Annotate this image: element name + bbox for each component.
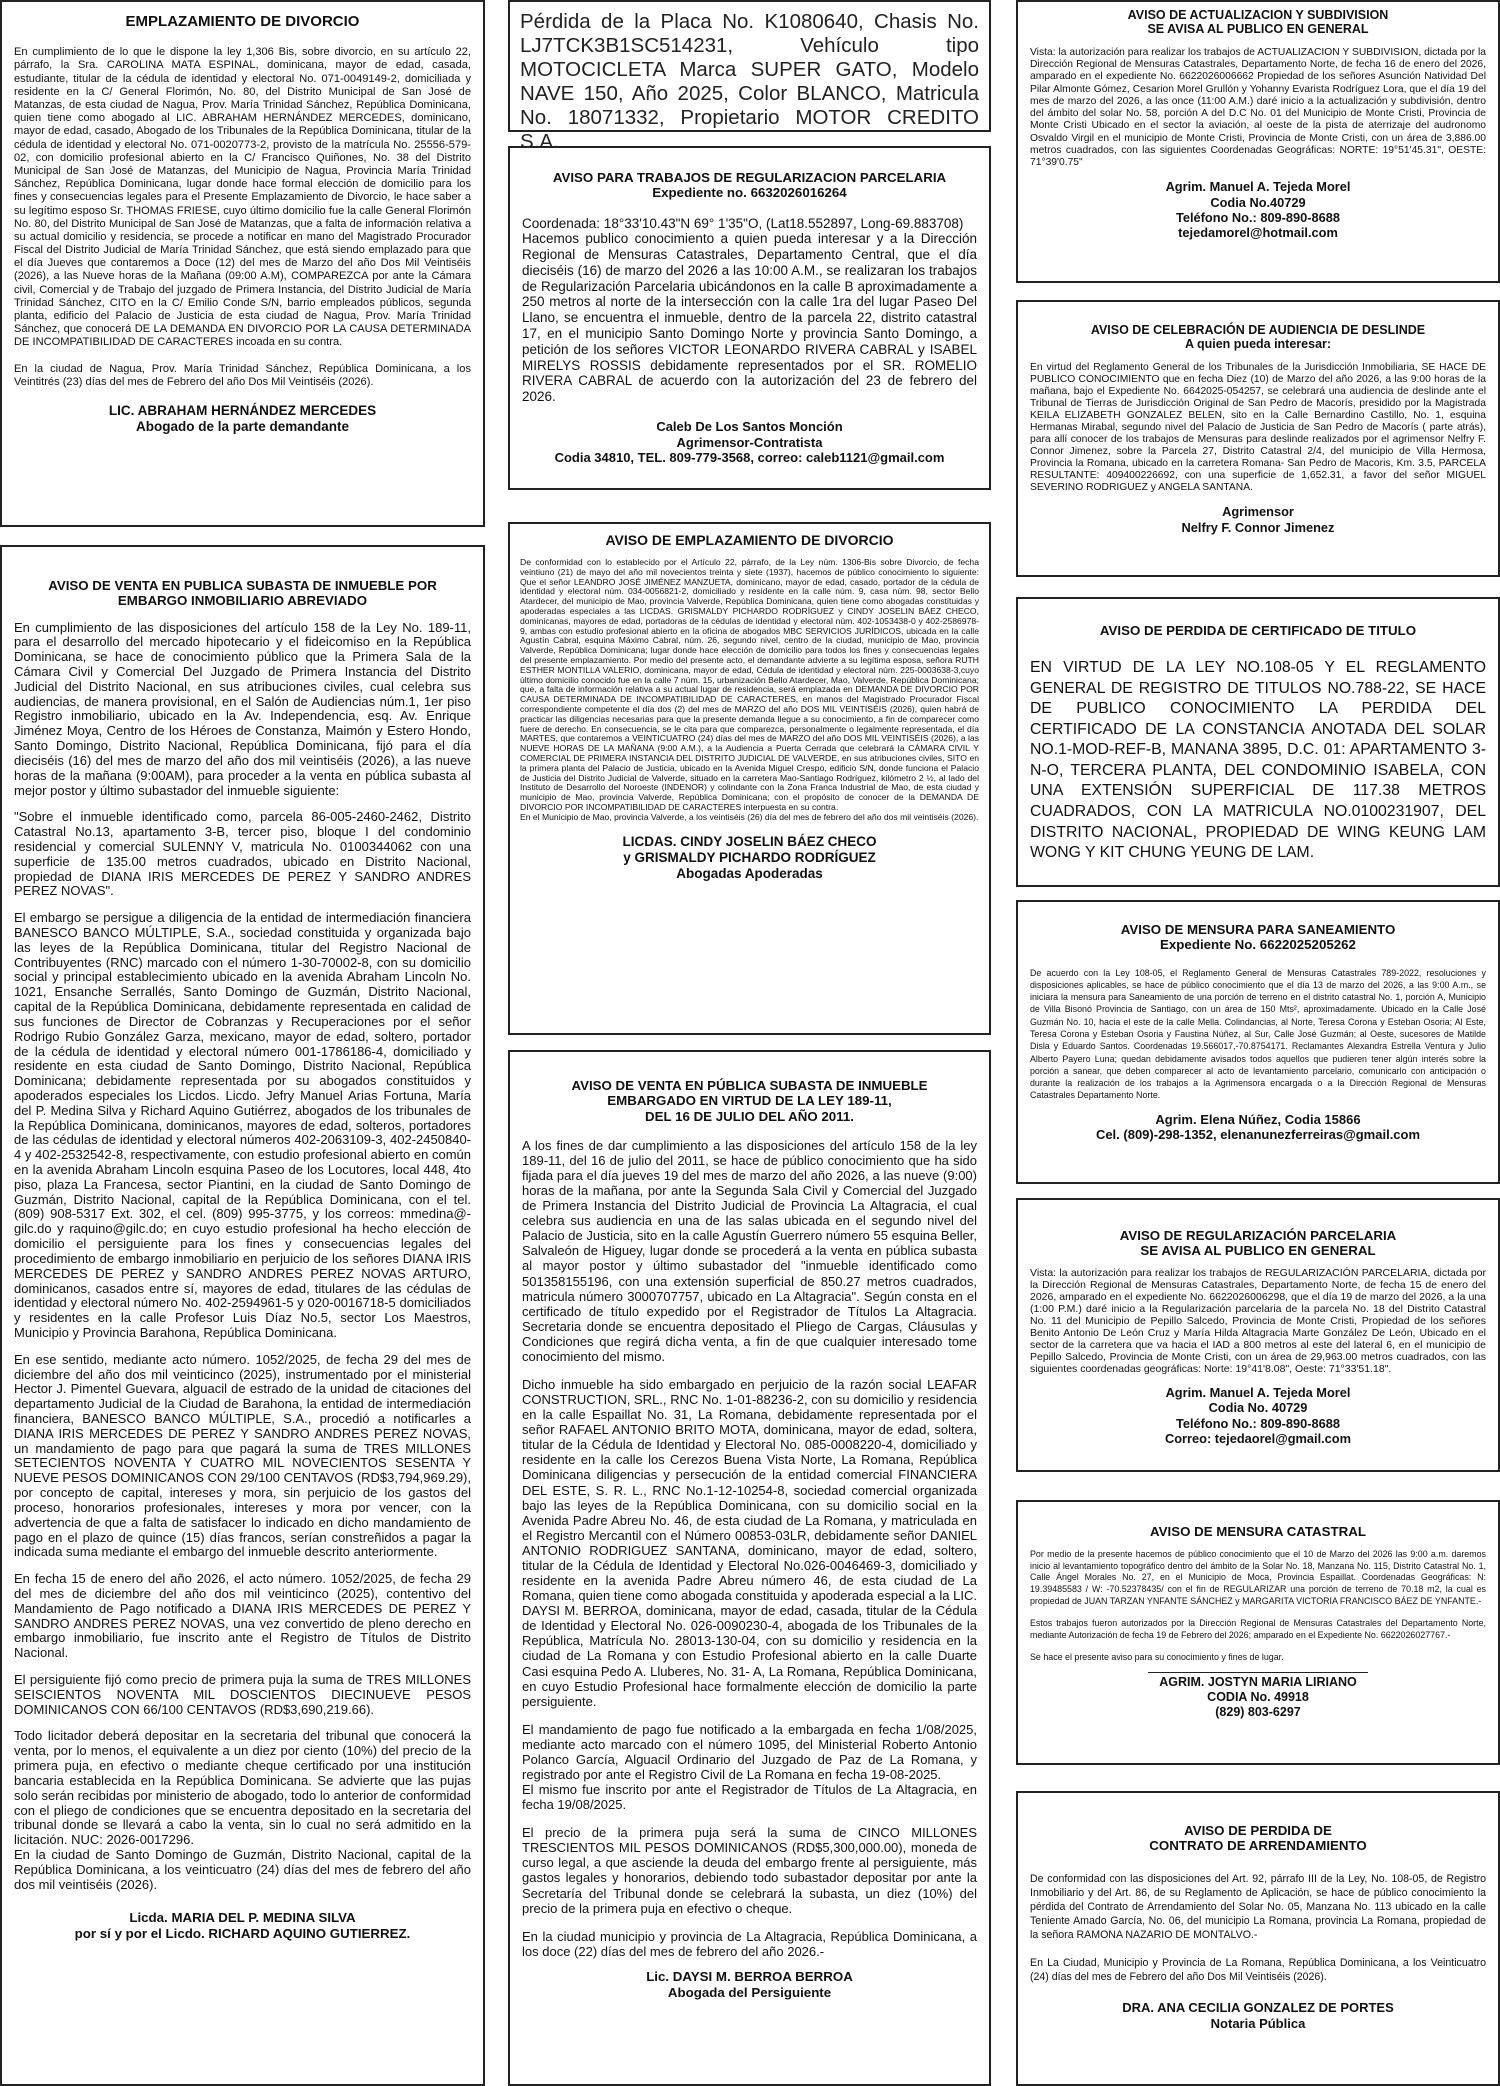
notice-signature: Agrim. Elena Núñez, Codia 15866 Cel. (809)-298-1352, elenanunezferreiras@gmail.com (1095, 1111, 1421, 1143)
notice-parcel-regularization-santo-domingo (508, 146, 991, 490)
notice-paragraph: A los fines de dar cumplimiento a las disposiciones del artículo 158 de la ley 189-11, del 16 de julio del 2011, se hace de público conocimiento que ha sido fijada para el día jueves 19 del mes de marzo del año 2026, a las nueve (9:00) horas de la mañana, por ante la Segunda Sala Civil y Comercial del Juzgado de Primera Instancia del Distrito Judicial de Provincia La Altagracia, el cual celebra sus audiencia en una de las salas ubicada en el segundo nivel del Palacio de Justicia, sito en la calle Agustín Guerrero número 55 esquina Beller, Salvaleón de Higuey, lugar donde se procederá a la venta en pública subasta al mayor postor y último subastador del "inmueble identificado como 501358155196, con una extensión superficial de 850.27 metros cuadrados, matricula número 3000707757, ubicado en La Altagracia". Según consta en el certificado de título expedido por el Registrador de Títulos La Altagracia. Secretaria donde se encuentra depositado el Pliego de Cargas, Cláusulas y Condiciones que regirá dicha venta, a fin de que cualquier interesado tome conocimiento del mismo. (522, 1137, 977, 1364)
notice-survey-remediation (1016, 900, 1500, 1184)
notice-title: AVISO DE MENSURA CATASTRAL (1150, 1524, 1366, 1539)
notice-closing: En La Ciudad, Municipio y Provincia de La Romana, República Dominicana, a los Veinticuatro (24) días del mes de Febrero del año Dos Mil Veintiséis (2026). (1030, 1956, 1486, 1984)
notice-body: Se hace el presente aviso para su conocimiento y fines de lugar. (1030, 1652, 1284, 1663)
notice-body: EN VIRTUD DE LA LEY NO.108-05 Y EL REGLAMENTO GENERAL DE REGISTRO DE TITULOS NO.788-22, SE HACE DE PUBLICO CONOCIMIENTO LA PERDIDA DEL CERTIFICADO DE LA CONSTANCIA ANOTADA DEL SOLAR NO.1-MOD-REF-B, MANANA 3895, D.C. 01: APARTAMENTO 3-N-O, TERCERA PLANTA, DEL CONDOMINIO ISABELA, CON UNA EXTENSIÓN SUPERFICIAL DE 117.38 METROS CUADRADOS, CON LA MATRICULA NO.0100231907, DEL DISTRITO NACIONAL, PROPIEDAD DE WING KEUNG LAM WONG Y KIT CHUNG YEUNG DE LAM. (1030, 659, 1486, 862)
notice-signature: Caleb De Los Santos Monción Agrimensor-Contratista Codia 34810, TEL. 809-779-3568, correo: caleb1121@gmail.com (554, 418, 945, 466)
notice-closing: En la ciudad de Nagua, Prov. María Trinidad Sánchez, República Dominicana, a los Veintitrés (23) días del mes de Febrero del año Dos Mil Veintiséis (2026). (14, 362, 471, 388)
notice-update-subdivision (1016, 0, 1500, 283)
notice-divorce-summons-nagua (0, 0, 485, 527)
notice-lost-plate (508, 0, 991, 153)
notice-body: Vista: la autorización para realizar los trabajos de ACTUALIZACION Y SUBDIVISION, dictada por la Dirección Regional de Mensuras Catastrales, Departamento Norte, de fecha 16 de enero del 2026, amparado en el expediente No. 6622026006662 Propiedad de los señores Asunción Natividad Del Pilar Almonte Gómez, Cesarion Morel Grullón y Yohanny Evarista Rodríguez Lora, que el día 19 del mes de marzo del 2026, a las once (11:00 A.M.) daré inicio a la actualización y subdivisión, dentro del ámbito del solar No. 58, porción A del D.C No. 01 del Municipio de Monte Cristi, Provincia de Monte Cristi Ubicado en el sector la aviación, al oeste de la pista de aterrizaje del audronomo Osvaldo Virgil en el municipio de Monte Cristi, Provincia de Monte Cristi, con un área de 3,886.00 metros cuadrados, con las siguientes Coordenadas Geográficas: NORTE: 19°51'45.31", OESTE: 71°39'0.75" (1030, 46, 1486, 168)
notice-paragraph: El precio de la primera puja será la suma de CINCO MILLONES TRESCIENTOS MIL PESOS DOMINICANOS (RD$5,300,000.00), moneda de curso legal, a que asciende la deuda del embargo frente al persiguiente, más gastos legales y honorarios, debiendo todo subastador depositar por ante la Secretaría del Tribunal donde se celebrará la subasta, un diez (10%) del precio de la primera puja en efectivo o cheque. (522, 1825, 977, 1916)
notice-property-description: "Sobre el inmueble identificado como, parcela 86-005-2460-2462, Distrito Catastral No.13, apartamento 3-B, tercer piso, bloque I del condominio residencial y comercial SULENNY V, matricula No. 0100344062 con una superficie de 135.00 metros cuadrados, ubicado en Distrito Nacional, propiedad de DIANA IRIS MERCEDES DE PEREZ Y SANDRO ANDRES PEREZ NOVAS". (14, 809, 471, 899)
notice-paragraph: El embargo se persigue a diligencia de la entidad de intermediación financiera BANESCO BANCO MÚLTIPLE, S.A., sociedad constituida y organizada bajo las leyes de la República Dominicana, titular del Registro Nacional de Contribuyentes (RNC) marcado con el número 1-30-70002-8, con su domicilio social y principal establecimiento ubicado en la avenida Abraham Lincoln No. 1021, Ensanche Serrallés, Santo Domingo de Guzmán, Distrito Nacional, capital de la República Dominicana, debidamente representada en calidad de sus funciones de Director de Cobranzas y Recuperaciones por el señor Rodrigo Rubio González Garza, mexicano, mayor de edad, soltero, portador de la cédula de identidad y electoral número 001-1786186-4, domiciliado y residente en esta ciudad de Santo Domingo, Distrito Nacional, República Dominicana; debidamente representada por su abogados constituidos y apoderados especiales los Licdos. Licdo. Jefry Manuel Arias Fortuna, María del P. Medina Silva y Richard Aquino Gutiérrez, abogados de los tribunales de la República Dominicana, dominicanos, mayores de edad, solteros, portadores de las cédulas de identidad y electoral números 402-2063109-3, 402-2450840-4 y 402-2532542-8, respectivamente, con estudio profesional abierto en común en la avenida Abraham Lincoln esquina Paseo de los Locutores, local 448, 4to piso, plaza La Francesa, sector Piantini, en la ciudad de Santo Domingo de Guzmán, Distrito Nacional, capital de la República Dominicana, con el tel. (809) 908-5317 Ext. 302, el cel. (809) 995-3775, y los correos: mmedina@-gilc.do y raquino@gilc.do; en cuyo estudio profesional ha hecho elección de domicilio el persiguiente para los fines y consecuencias legales del procedimiento de embargo inmobiliario en perjuicio de los señores DIANA IRIS MERCEDES DE PEREZ y SANDRO ANDRES PEREZ NOVAS ARTURO, dominicanos, casados entre sí, mayores de edad, titulares de las cédulas de identidad y electoral número No. 402-2594961-5 y 020-0016718-5 domiciliados y residentes en la calle Profesor Luis Díaz No.5, sector Los Maestros, Municipio y Provincia Barahona, República Dominicana. (14, 910, 471, 1340)
notice-title: AVISO DE CELEBRACIÓN DE AUDIENCIA DE DESLINDE A quien pueda interesar: (1090, 323, 1426, 352)
notice-body: De conformidad con lo establecido por el Artículo 22, párrafo, de la Ley núm. 1306-Bis sobre Divorcio, de fecha veintiuno (21) de mayo del año mil novecientos treinta y siete (1937), hacemos de público conocimiento lo siguiente: Que el señor LEANDRO JOSÉ JIMÉNEZ MANZUETA, dominicano, mayor de edad, casado, portador de la cédula de identidad y electoral núm. 034-0056821-2, domiciliado y residente en la calle núm. 9, casa núm. 98, sector Bello Atardecer, del municipio de Mao, provincia Valverde, República Dominicana, quien tiene como abogadas constituidas y apoderadas especiales a las LICDAS. GRISMALDY PICHARDO RODRÍGUEZ y CINDY JOSELIN BÁEZ CHECO, dominicanas, mayores de edad, portadoras de la cédulas de identidad y electoral núm. 402-1053438-0 y 402-2586978-9, ambas con estudio profesional abierto en la oficina de abogados MBC SERVICIOS JURÍDICOS, ubicada en la calle Agustín Cabral, esquina Máximo Cabral, núm. 26, segundo nivel, centro de la ciudad, municipio de Mao, provincia Valverde, República Dominicana; lugar donde hace elección de domicilio para todos los fines y consecuencias legales del presente emplazamiento. Por medio del presente acto, el demandante advierte a su legítima esposa, señora RUTH ESTHER MONTILLA VALERIO, dominicana, mayor de edad, Cédula de identidad y electoral núm. 225-0003638-3,cuyo último domicilio conocido fue en la calle 7 núm. 15, urbanización Bello Atardecer, Mao, Valverde, República Dominicana; que, a falta de información relativa a su actual lugar de residencia, será emplazada en DEMANDA DE DIVORCIO POR CAUSA DETERMINADA DE INCOMPATIBILIDAD DE CARACTERES, en manos del Magistrado Procurador Fiscal correspondiente competente el día dos (2) del mes de MARZO del año DOS MIL VEINTISÉIS (2026), quien habrá de practicar las diligencias necesarias para que la presente demanda llegue a su conocimiento, a fin de comparecer como fuere de derecho. En consecuencia, se le cita para que comparezca, personalmente o legalmente representada, el día MARTES, que contaremos a VEINTICUATRO (24) días del mes de MARZO del año DOS MIL VEINTISÉIS (2026), a las NUEVE HORAS DE LA MAÑANA (9:00 A.M.), a la Audiencia a Puerta Cerrada que celebrará la CÁMARA CIVIL Y COMERCIAL DE PRIMERA INSTANCIA DEL DISTRITO JUDICIAL DE VALVERDE, en sus atribuciones civiles, SITO en la primera planta del Palacio de Justicia, ubicado en la Avenida Miguel Crespo, edificio S/N, donde funciona el Palacio de Justicia del Distrito Judicial de Valverde, situado en la carretera Mao-Santiago Rodríguez, kilómetro 2 ½, al lado del Instituto de Desarrollo del Noroeste (INDENOR) y colindante con la Zona Franca Industrial de Mao, de esta ciudad y municipio de Mao, provincia Valverde, República Dominicana; con el propósito de conocer de la DEMANDA DE DIVORCIO POR INCOMPATIBILIDAD DE CARACTERES interpuesta en su contra. En el Municipio de Mao, provincia Valverde, a los veintiséis (26) día del mes de febrero del año dos mil veintiséis (2026). (520, 557, 979, 822)
notice-closing: En la ciudad municipio y provincia de La Altagracia, República Dominicana, a los doce (22) días del mes de febrero del año 2026.- (522, 1928, 977, 1959)
notice-parcel-regularization-monte-cristi (1016, 1198, 1500, 1472)
notice-title: AVISO DE VENTA EN PUBLICA SUBASTA DE INMUEBLE POR EMBARGO INMOBILIARIO ABREVIADO (48, 578, 437, 609)
notice-body: Vista: la autorización para realizar los trabajos de REGULARIZACIÓN PARCELARIA, dictada por la Dirección Regional de Mensuras Catastrales, Departamento Norte, de fecha 15 de enero del 2026, amparado en el expediente No. 6622026006298, que el día 19 de marzo del 2026, a la una (1:00 P.M.) daré inicio a la Regularización parcelaria de la parcela No. 18 del Distrito Catastral No. 11 del Municipio de Pepillo Salcedo, Provincia de Monte Cristi, Propiedad de los señores Benito Antonio De León Cruz y María Hilda Altagracia Marte González De León, Ubicado en el sector de la carretera que va hacia el IAD a 800 metros al este del lateral 6, en el municipio de Pepillo Salcedo, Provincia de Monte Cristi, con un área de 29,963.00 metros cuadrados, con las siguientes coordenadas geográficas: Norte: 19°41'8.08", Oeste: 71°33'51.18". (1030, 1266, 1486, 1376)
notice-title: AVISO DE VENTA EN PÚBLICA SUBASTA DE INMUEBLE EMBARGADO EN VIRTUD DE LA LEY 189-11, DEL 16 DE JULIO DEL AÑO 2011. (571, 1078, 928, 1124)
notice-paragraph: En cumplimiento de las disposiciones del artículo 158 de la Ley No. 189-11, para el desarrollo del mercado hipotecario y el fideicomiso en la República Dominicana, se hace de conocimiento público que la Primera Sala de la Cámara Civil y Comercial Del Juzgado de Primera Instancia del Distrito Judicial del Distrito Nacional, en sus atribuciones civiles, cual celebra sus audiencias, de manera provisional, en el Salón de Audiencias núm.1, 1er piso Registro inmobiliario, ubicado en la Av. Independencia, esq. Av. Enrique Jiménez Moya, Centro de los Héroes de Constanza, Maimón y Estero Hondo, Santo Domingo, Distrito Nacional, República Dominicana, fijó para el día dieciséis (16) del mes de marzo del año dos mil veintiséis (2026), a las nueve horas de la mañana (9:00AM), para proceder a la venta en pública subasta al mejor postor y último subastador del inmueble siguiente: (14, 619, 471, 798)
notice-title: AVISO DE ACTUALIZACION Y SUBDIVISION SE AVISA AL PUBLICO EN GENERAL (1127, 8, 1389, 37)
notice-paragraph: En ese sentido, mediante acto número. 1052/2025, de fecha 29 del mes de diciembre del año dos mil veinticinco (2025), instrumentado por el ministerial Hector J. Pimentel Guevara, alguacil de estrado de la unidad de citaciones del departamento Judicial de la Ciudad de Barahona, la entidad de intermediación financiera, BANESCO BANCO MÚLTIPLE, S.A., procedió a notificarles a DIANA IRIS MERCEDES DE PEREZ Y SANDRO ANDRES PEREZ NOVAS, un mandamiento de pago para que pagará la suma de TRES MILLONES SETECIENTOS NOVENTA Y CUATRO MIL NOVECIENTOS SESENTA Y NUEVE PESOS DOMINICANOS CON 29/100 CENTAVOS (RD$3,794,969.29), por concepto de capital, intereses y mora, sin perjuicio de los gastos del proceso, honorarios profesionales, intereses y mora por vencer, con la advertencia de que a falta de satisfacer lo indicado en dicho mandamiento de pago en el plazo de quince (15) días francos, serían constreñidos a pagar la indicada suma mediante el embargo del inmueble descrito anteriormente. (14, 1351, 471, 1560)
notice-paragraph: Dicho inmueble ha sido embargado en perjuicio de la razón social LEAFAR CONSTRUCTION, SRL., RNC No. 1-01-88236-2, con su domicilio y residencia en la calle Espaillat No. 31, La Romana, debidamente representada por el señor RAFAEL ANTONIO BRITO MOTA, dominicana, mayor de edad, soltera, titular de la Cédula de Identidad y Electoral No. 085-0008220-4, domiciliado y residente en la calle los Cerezos Buena Vista Norte, La Romana, República Dominicana diligencias y persecución de la entidad comercial FINANCIERA DEL ESTE, S. R. L., RNC No.1-12-10254-8, sociedad comercial organizada bajo las leyes de la República Dominicana, con su domicilio social en la Avenida Padre Abreu No. 46, de esta ciudad de La Romana, y matriculada en el Registro Mercantil con el Número 00853-03LR, debidamente señor DANIEL ANTONIO RODRIGUEZ SANTANA, dominicano, mayor de edad, soltero, titular de la Cédula de Identidad y Electoral No.026-0046469-3, domiciliado y residente en la avenida Padre Abreu número 46, de esta ciudad de La Romana, quien tiene como abogada constituida y apoderada especial a la LIC. DAYSI M. BERROA, dominicana, mayor de edad, casada, titular de la Cédula de Identidad y Electoral No. 026-0090230-4, abogada de los Tribunales de la República, Matrícula No. 28013-130-04, con su domicilio y residencia en la ciudad de La Romana y con Estudio Profesional abierto en la calle Duarte Casi esquina Pedo A. Lluberes, No. 31- A, La Romana, República Dominicana, en cuyo Estudio Profesional hace formalmente elección de domicilio la parte persiguiente. (522, 1377, 977, 1709)
notice-body: En virtud del Reglamento General de los Tribunales de la Jurisdicción Inmobiliaria, SE HACE DE PUBLICO CONOCIMIENTO que en fecha Diez (10) de Marzo del año 2026, a las 9:00 horas de la mañana, bajo el Expediente No. 6642025-054257, se celebrará una audiencia de deslinde ante el Tribunal de Tierras de Jurisdicción Original de San Pedro de Macorís, presidido por la Magistrada KEILA ELIZABETH GONZALEZ BELEN, sito en la Calle Bernardino Castillo, No. 1, esquina Hermanas Mirabal, segundo nivel del Palacio de Justicia de San Pedro de Macorís ( parte atrás), para allí conocer de los trabajos de Mensuras para deslinde realizados por el agrimensor Nelfry F. Connor Jimenez, sobre la Parcela 27, Distrito Catastral 2/4, del municipio de Villa Hermosa, Provincia la Romana, ubicado en la carretera Romana- San Pedro de Macoris, Km. 3.5, PARCELA RESULTANTE: 409400226692, con una superficie de 1,652.31, a favor del señor MIGUEL SEVERINO RODRIGUEZ y ANGELA SANTANA. (1030, 361, 1486, 494)
notice-signature: Agrimensor Nelfry F. Connor Jimenez (1181, 504, 1335, 535)
notice-public-auction-la-altagracia (508, 1050, 991, 2086)
notice-title: AVISO PARA TRABAJOS DE REGULARIZACION PARCELARIA Expediente no. 6632026016264 (552, 170, 947, 201)
notice-title: AVISO DE REGULARIZACIÓN PARCELARIA SE AVISA AL PUBLICO EN GENERAL (1119, 1228, 1397, 1259)
notice-lost-lease-contract (1016, 1791, 1500, 2086)
notice-coordinates: Coordenada: 18°33'10.43"N 69° 1'35"O, (Lat18.552897, Long-69.883708) (522, 215, 964, 231)
notice-body: Hacemos publico conocimiento a quien pueda interesar y a la Dirección Regional de Mensuras Catastrales, Departamento Central, que el día dieciséis (16) de marzo del 2026 a las 10:00 A.M., se realizaran los trabajos de Regularización Parcelaria ubicándonos en la calle B aproximadamente a 250 metros al norte de la intersección con la calle 1ra del lugar Paseo Del Llano, se encuentra el inmueble, dentro de la parcela 22, distrito catastral 17, en el municipio Santo Domingo Norte y provincia Santo Domingo, a petición de los señores VICTOR LEONARDO RIVERA CABRAL y ISABEL MIRELYS ROSSIS debidamente representados por el SR. ROMELIO RIVERA CABRAL de acuerdo con la autorización del 23 de febrero del 2026. (522, 231, 977, 405)
notice-paragraph: El mandamiento de pago fue notificado a la embargada en fecha 1/08/2025, mediante acto marcado con el número 1095, del Ministerial Roberto Antonio Polanco García, Alguacil Ordinario del Juzgado de Paz de La Romana, y registrado por ante el Registro Civil de La Romana en fecha 19-08-2025. El mismo fue inscrito por ante el Registrador de Títulos de La Altagracia, en fecha 19/08/2025. (522, 1721, 977, 1813)
notice-signature: DRA. ANA CECILIA GONZALEZ DE PORTES Notaria Pública (1122, 2000, 1394, 2031)
notice-boundary-hearing (1016, 300, 1500, 577)
notice-lost-title-certificate (1016, 597, 1500, 887)
signature-line (1148, 1672, 1368, 1673)
notice-body: En cumplimiento de lo que le dispone la ley 1,306 Bis, sobre divorcio, en su artículo 22, párrafo, la Sra. CAROLINA MATA ESPINAL, dominicana, mayor de edad, casada, estudiante, titular de la cédula de identidad y electoral No. 071-0049149-2, domiciliada y residente en la C/ General Florimón, No. 80, del Distrito Municipal de San José de Matanzas, de esta ciudad de Nagua, Prov. María Trinidad Sánchez, República Dominicana, quien tiene como abogado al LIC. ABRAHAM HERNÁNDEZ MERCEDES, dominicano, mayor de edad, casado, Abogado de los Tribunales de la República Dominicana, titular de la cédula de identidad y electoral No. 071-0020773-2, provisto de la matrícula No. 25556-579-02, con domicilio profesional abierto en la C/ Francisco Quiñones, No. 38 del Distrito Municipal de San José de Matanzas, del Municipio de Nagua, Provincia María Trinidad Sánchez, República Dominicana, lugar donde hace formal elección de domicilio para los fines y consecuencias legales para el Presente Emplazamiento de Divorcio, le hace saber a su legítimo esposo Sr. THOMAS FRIESE, cuyo último domicilio fue la calle General Florimón No. 80, del Distrito Municipal de San José de Matanzas, que a falta de información relativa a su actual domicilio y residencia, se procede a notificar en mano del Magistrado Procurador Fiscal del Distrito Judicial de María Trinidad Sánchez, que está siendo emplazado para que el día Jueves que contaremos a Doce (12) del mes de Marzo del año Dos Mil Veintiséis (2026), a las Nueve horas de la Mañana (09:00 A.M), COMPAREZCA por ante la Cámara civil, Comercial y de Trabajo del juzgado de Primera Instancia, del Distrito Judicial de María Trinidad Sánchez, CITO en la C/ Emilio Conde S/N, barrio empleados públicos, segunda planta, edificio del Palacio de Justicia de esta ciudad de Nagua, Prov. María Trinidad Sánchez, que conocerá DE LA DEMANDA EN DIVORCIO POR LA CAUSA DETERMINADA DE INCOMPATIBILIDAD DE CARACTERES incoada en su contra. (14, 46, 471, 349)
notice-paragraph: En fecha 15 de enero del año 2026, el acto número. 1052/2025, de fecha 29 del mes de diciembre del año dos mil veinticinco (2025), contentivo del Mandamiento de Pago notificado a DIANA IRIS MERCEDES DE PEREZ Y SANDRO ANDRES PEREZ NOVAS, una vez convertido de pleno derecho en embargo inmobiliario, fue inscrito ante el Registro de Títulos de Distrito Nacional. (14, 1571, 471, 1661)
notice-signature: Agrim. Manuel A. Tejeda Morel Codia No. 40729 Teléfono No.: 809-890-8688 Correo: tejedaorel@gmail.com (1165, 1385, 1351, 1447)
notice-divorce-summons-mao (508, 522, 991, 1035)
notice-title: AVISO DE EMPLAZAMIENTO DE DIVORCIO (605, 532, 894, 548)
notice-public-auction-abbreviated (0, 545, 485, 2086)
notice-signature: LICDAS. CINDY JOSELIN BÁEZ CHECO y GRISMALDY PICHARDO RODRÍGUEZ Abogadas Apoderadas (622, 833, 877, 881)
notice-paragraph: El persiguiente fijó como precio de primera puja la suma de TRES MILLONES SEISCIENTOS NOVENTA MIL DOSCIENTOS DIECINUEVE PESOS DOMINICANOS CON 66/100 CENTAVOS (RD$3,690,219.66). (14, 1672, 471, 1717)
notice-paragraph: Todo licitador deberá depositar en la secretaria del tribunal que conocerá la venta, por lo menos, el equivalente a un diez por ciento (10%) del precio de la primera puja, en efectivo o mediante cheque certificado por una institución bancaria establecida en la República Dominicana. Se advierte que las pujas solo serán recibidas por ministerio de abogado, todo lo anterior de conformidad con el pliego de condiciones que se encuentra depositado en la secretaria del tribunal donde se llevará a cabo la venta, sin lo cual no será admitido en la licitación. NUC: 2026-0017296. En la ciudad de Santo Domingo de Guzmán, Distrito Nacional, capital de la República Dominicana, a los veinticuatro (24) días del mes de febrero del año dos mil veintiséis (2026). (14, 1728, 471, 1892)
notice-body: Por medio de la presente hacemos de público conocimiento que el 10 de Marzo del 2026 las 9:00 a.m. daremos inicio al levantamiento topográfico dentro del ámbito de la Solar No. 18, Manzana No. 115, Distrito Catastral No. 1, Calle Ángel Morales No. 27, en el Municipio de Moca, Provincia Espaillat. Coordenadas Geográficas: N: 19.39485583 / W: -70.52378435/ con el fin de REGULARIZAR una porción de terreno de 70.18 m2, la cual es propiedad de JUAN TARZAN YNFANTE SÁNCHEZ y MARGARITA VICTORIA FRANCISCO BÁEZ DE YNFANTE.- (1030, 1549, 1486, 1606)
notice-title: AVISO DE MENSURA PARA SANEAMIENTO Expediente No. 6622025205262 (1120, 922, 1396, 953)
notice-title: AVISO DE PERDIDA DE CONTRATO DE ARRENDAMIENTO (1149, 1823, 1367, 1854)
notice-signature: Lic. DAYSI M. BERROA BERROA Abogada del Persiguiente (646, 1968, 853, 2000)
notice-signature: Agrim. Manuel A. Tejeda Morel Codia No.40729 Teléfono No.: 809-890-8688 tejedamorel@hotmail.com (1165, 179, 1351, 241)
notice-title: EMPLAZAMIENTO DE DIVORCIO (125, 13, 360, 30)
notice-cadastral-survey (1016, 1500, 1500, 1765)
notice-body: Estos trabajos fueron autorizados por la Dirección Regional de Mensuras Catastrales del Departamento Norte, mediante Autorización de fecha 19 de Febrero del 2026; amparado en el Expediente No. 6622026027767.- (1030, 1618, 1486, 1640)
notice-signature: AGRIM. JOSTYN MARIA LIRIANO CODIA No. 49918 (829) 803-6297 (1159, 1674, 1357, 1719)
notice-signature: Licda. MARIA DEL P. MEDINA SILVA por sí y por el Licdo. RICHARD AQUINO GUTIERREZ. (74, 1910, 411, 1942)
notice-body: De acuerdo con la Ley 108-05, el Reglamento General de Mensuras Catastrales 789-2022, resoluciones y disposiciones aplicables, se hace de público conocimiento que el día 13 de marzo del 2026, a las 9:00 A.m., se iniciara la mensura para Saneamiento de una porción de terreno en el distrito catastral No. 1, porción A, Municipio de Villa Bisonó Provincia de Santiago, con un área de 150 Mts², aproximadamente. Ubicado en la Calle José Guzmán No. 10, hacia el este de la calle Mella. Colindancias, al Norte, Teresa Corona y Esteban Osoria; Al Este, Teresa Corona y Esteban Osoria y Faustina Núñez, al Sur, Calle José Guzmán; al Oeste, sucesores de Matilde Disla y Eduardo Santos. Coordenadas 19.566017,-70.8754171. Reclamantes Alexandra Estrella Ventura y Julio Alberto Payero Luna; quedan debidamente avisados todos aquellos que pudieren tener algún interés sobre la porción a sanear, que deben comparecer al acto de levantamiento parcelario, comunicarlo con anticipación o durante la realización de los trabajos a la Agrimensora encargada o a la Dirección Regional de Mensuras Catastrales Departamento Norte. (1030, 967, 1486, 1101)
notice-title: AVISO DE PERDIDA DE CERTIFICADO DE TITULO (1099, 623, 1417, 638)
notice-body: De conformidad con las disposiciones del Art. 92, párrafo III de la Ley, No. 108-05, de Registro Inmobiliario y del Art. 86, de su Reglamento de Aplicación, se hace de público conocimiento la pérdida del Contrato de Arrendamiento del Solar No. 05, Manzana No. 113 ubicado en la calle Teniente Amado García, No. 06, del municipio La Romana, provincia La Romana, propiedad de la señora RAMONA NAZARIO DE MONTALVO.- (1030, 1872, 1486, 1941)
notice-signature: LIC. ABRAHAM HERNÁNDEZ MERCEDES Abogado de la parte demandante (108, 402, 377, 435)
notice-body: Pérdida de la Placa No. K1080640, Chasis No. LJ7TCK3B1SC514231, Vehículo tipo MOTOCICLETA Marca SUPER GATO, Modelo NAVE 150, Año 2025, Color BLANCO, Matricula No. 18071332, Propietario MOTOR CREDITO S.A. (520, 10, 979, 153)
